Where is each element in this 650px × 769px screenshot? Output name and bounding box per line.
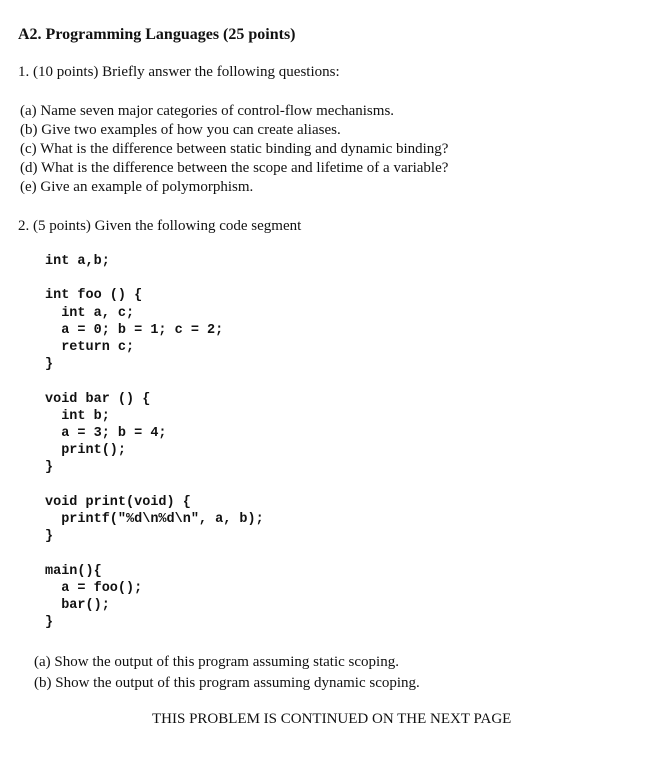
question-1-prompt: 1. (10 points) Briefly answer the following questions:: [18, 64, 340, 80]
question-1-item-b: (b) Give two examples of how you can create aliases.: [20, 122, 341, 138]
question-1-item-a: (a) Name seven major categories of control-flow mechanisms.: [20, 103, 395, 119]
question-2-prompt: 2. (5 points) Given the following code segment: [18, 218, 302, 234]
question-1-item-d: (d) What is the difference between the scope and lifetime of a variable?: [20, 160, 449, 176]
continued-notice: THIS PROBLEM IS CONTINUED ON THE NEXT PAGE: [152, 711, 512, 727]
question-2-item-a: (a) Show the output of this program assuming static scoping.: [34, 654, 399, 670]
question-1-item-e: (e) Give an example of polymorphism.: [20, 179, 254, 195]
question-2-item-b: (b) Show the output of this program assuming dynamic scoping.: [34, 675, 420, 691]
code-segment: int a,b; int foo () { int a, c; a = 0; b = 1; c = 2; return c; } void bar () { int b; a = 3; b = 4; print(); } void print(void) { printf("%d\n%d\n", a, b); } main(){ a = foo(); bar(); }: [45, 254, 264, 631]
question-1-item-c: (c) What is the difference between static binding and dynamic binding?: [20, 141, 449, 157]
problem-title: A2. Programming Languages (25 points): [18, 26, 296, 43]
